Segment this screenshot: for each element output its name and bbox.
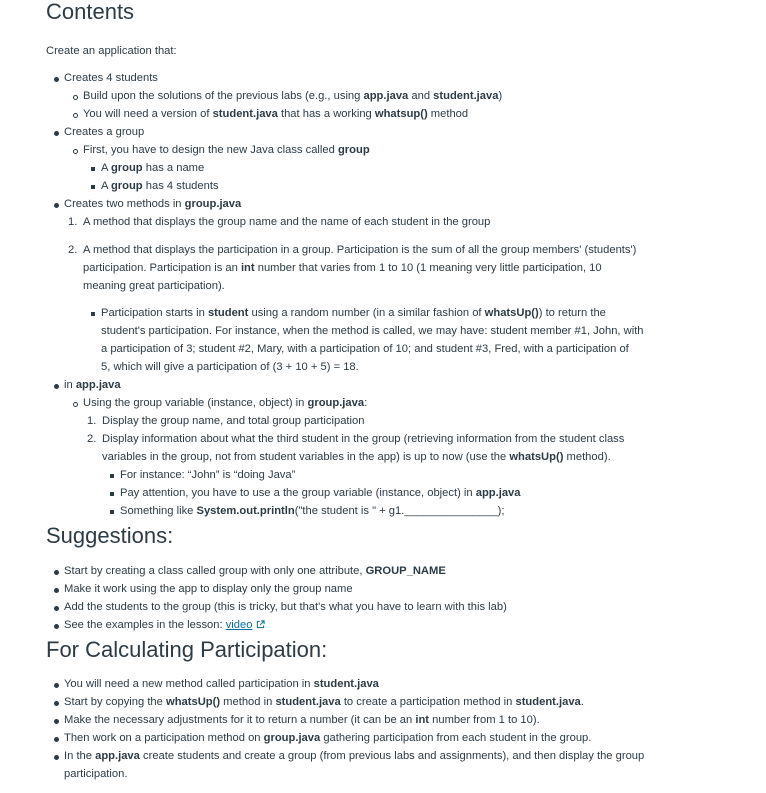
- bullet: [54, 701, 59, 706]
- bullet: [54, 683, 59, 688]
- bullet: [54, 737, 59, 742]
- calc-2: Start by copying the whatsUp() method in student.java to create a participation method in student.java.: [64, 696, 584, 708]
- calc-5-line-1: In the app.java create students and create a group (from previous labs and assignments), and then display the group: [64, 750, 645, 762]
- app-example-2: Pay attention, you have to use a the group variable (instance, object) in app.java: [120, 487, 521, 499]
- external-link-icon[interactable]: [256, 620, 265, 629]
- bullet-square: [91, 185, 95, 189]
- bullet: [54, 719, 59, 724]
- bullet: [54, 588, 59, 593]
- bullet: [54, 77, 59, 82]
- item-methods: Creates two methods in group.java: [64, 198, 242, 210]
- bullet-circle: [73, 149, 78, 154]
- list-number: 1.: [68, 216, 78, 228]
- list-number: 2.: [87, 433, 97, 445]
- bullet-circle: [73, 95, 78, 100]
- method-2-line-2: participation. Participation is an int number that varies from 1 to 10 (1 meaning very little participation, 10: [83, 262, 602, 274]
- bullet-square: [91, 312, 95, 316]
- app-step-2-line-1: Display information about what the third student in the group (retrieving information from the student class: [102, 433, 625, 445]
- bullet: [54, 384, 59, 389]
- calc-5-line-2: participation.: [64, 768, 128, 780]
- bullet: [54, 203, 59, 208]
- item-app: in app.java: [64, 379, 121, 391]
- bullet-square: [91, 167, 95, 171]
- list-number: 1.: [87, 415, 97, 427]
- students-sub-2: You will need a version of student.java that has a working whatsup() method: [83, 108, 469, 120]
- app-example-3: Something like System.out.println("the student is " + g1._______________);: [120, 505, 505, 517]
- participation-line-1: Participation starts in student using a random number (in a similar fashion of whatsUp()) to return the: [101, 307, 606, 319]
- bullet: [54, 755, 59, 760]
- bullet: [54, 624, 59, 629]
- suggestion-1: Start by creating a class called group with only one attribute, GROUP_NAME: [64, 565, 446, 577]
- bullet: [54, 131, 59, 136]
- calc-heading: For Calculating Participation:: [46, 637, 328, 662]
- bullet-circle: [73, 113, 78, 118]
- video-link[interactable]: video: [225, 619, 253, 631]
- app-step-2-line-2: variables in the group, not from student variables in the app) is up to now (use the whatsUp() method).: [102, 451, 611, 463]
- suggestions-heading: Suggestions:: [46, 523, 174, 548]
- calc-1: You will need a new method called participation in student.java: [64, 678, 379, 690]
- app-sub: Using the group variable (instance, object) in group.java:: [83, 397, 368, 409]
- method-2-line-3: meaning great participation).: [83, 280, 225, 292]
- bullet-circle: [73, 402, 78, 407]
- intro-text: Create an application that:: [46, 45, 177, 57]
- method-2-line-1: A method that displays the participation in a group. Participation is the sum of all the group members' (students'): [83, 244, 637, 256]
- participation-line-3: a participation of 3; student #2, Mary, with a participation of 10; and student #3, Fred, with a participation of: [101, 343, 629, 355]
- suggestion-2: Make it work using the app to display only the group name: [64, 583, 353, 595]
- item-students: Creates 4 students: [64, 72, 158, 84]
- students-sub-1: Build upon the solutions of the previous labs (e.g., using app.java and student.java): [83, 90, 503, 102]
- bullet-square: [110, 492, 114, 496]
- group-sub: First, you have to design the new Java class called group: [83, 144, 370, 156]
- app-example-1: For instance: “John” is “doing Java”: [120, 469, 296, 481]
- app-step-1: Display the group name, and total group participation: [102, 415, 365, 427]
- item-group: Creates a group: [64, 126, 145, 138]
- suggestion-3: Add the students to the group (this is tricky, but that's what you have to learn with this lab): [64, 601, 507, 613]
- bullet: [54, 570, 59, 575]
- bullet-square: [110, 510, 114, 514]
- suggestion-4: See the examples in the lesson: video: [64, 616, 265, 634]
- method-1: A method that displays the group name and the name of each student in the group: [83, 216, 491, 228]
- contents-heading: Contents: [46, 0, 135, 24]
- calc-3: Make the necessary adjustments for it to return a number (it can be an int number from 1 to 10).: [64, 714, 540, 726]
- group-attr-2: A group has 4 students: [101, 180, 219, 192]
- calc-4: Then work on a participation method on group.java gathering participation from each student in the group.: [64, 732, 592, 744]
- participation-line-2: student's participation. For instance, when the method is called, we may have: student member #1, John, with: [101, 325, 644, 337]
- bullet: [54, 606, 59, 611]
- participation-line-4: 5, which will give a participation of (3 + 10 + 5) = 18.: [101, 361, 359, 373]
- list-number: 2.: [68, 244, 78, 256]
- bullet-square: [110, 474, 114, 478]
- group-attr-1: A group has a name: [101, 162, 205, 174]
